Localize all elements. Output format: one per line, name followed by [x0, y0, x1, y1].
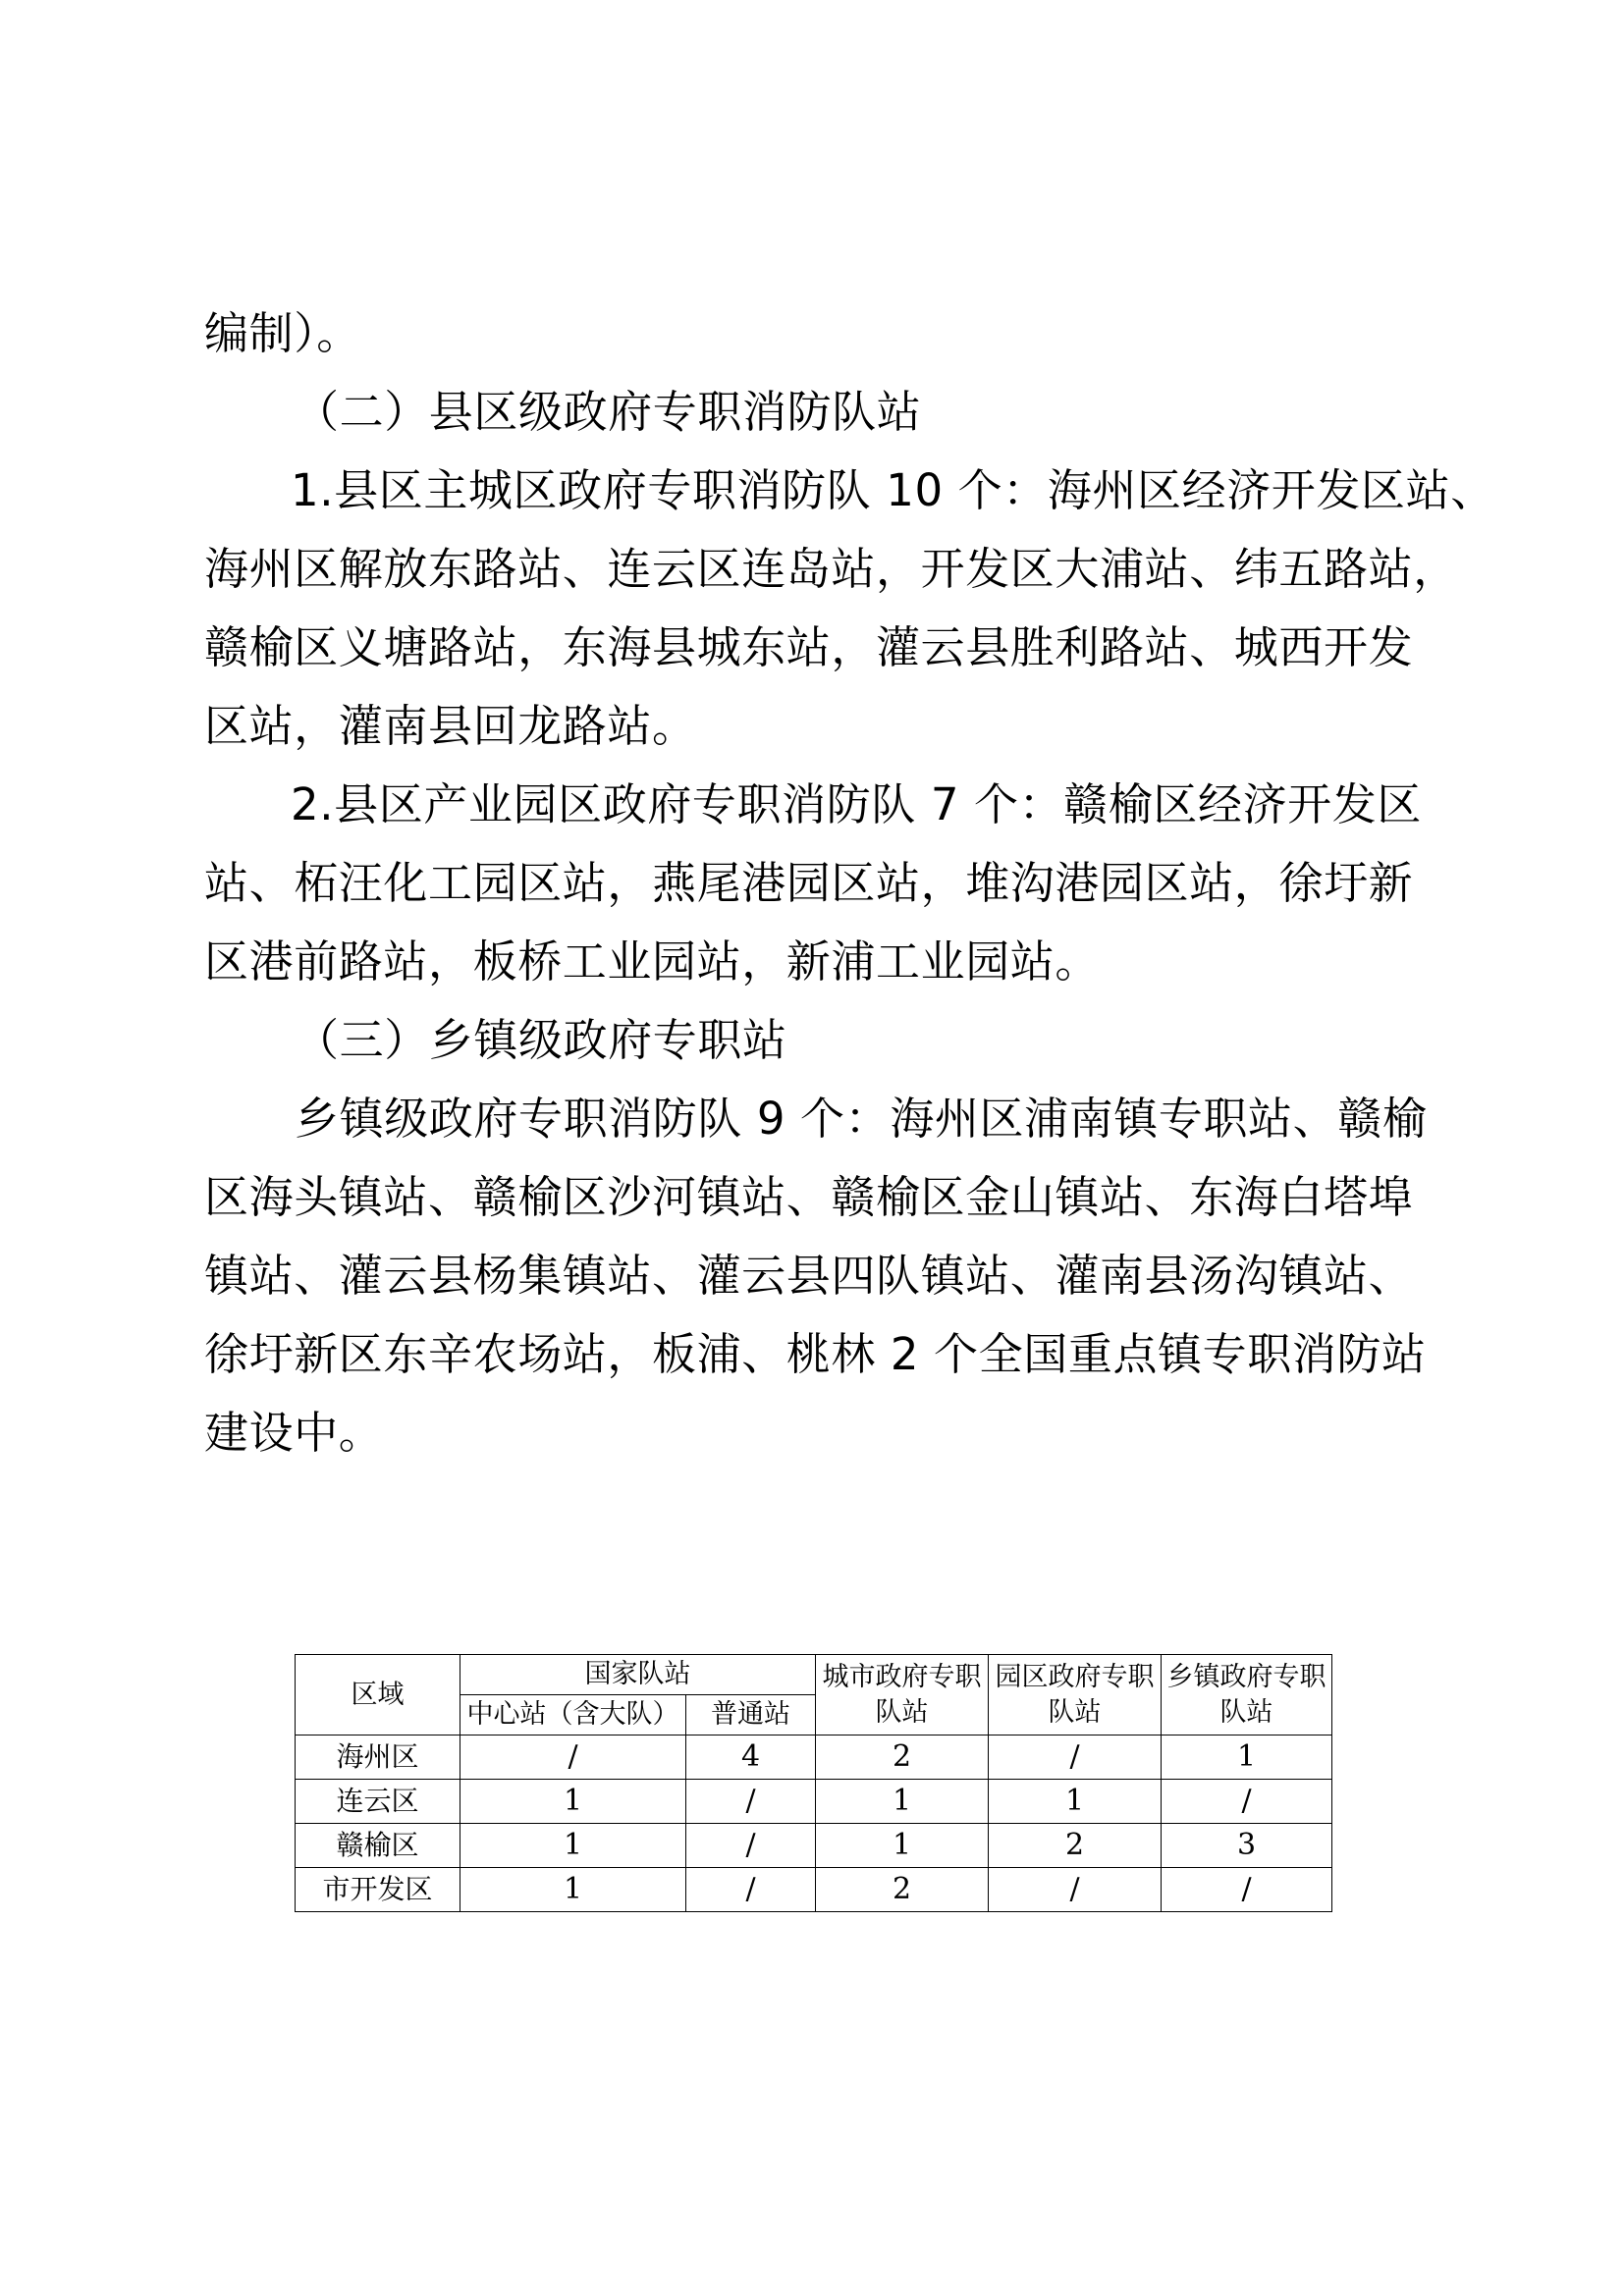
text-line: 区站，灌南县回龙路站。 [204, 700, 697, 752]
cell-township-gov: 3 [1162, 1824, 1332, 1868]
header-park-gov: 园区政府专职队站 [989, 1655, 1162, 1735]
table-row [296, 1780, 1332, 1824]
cell-center-station: 1 [460, 1824, 686, 1868]
heading-section-three [204, 1001, 1422, 1080]
paragraph-item-1 [204, 452, 1495, 766]
cell-region: 市开发区 [296, 1868, 460, 1912]
header-center-station: 中心站（含大队） [460, 1695, 686, 1735]
header-township-gov: 乡镇政府专职队站 [1162, 1655, 1332, 1735]
table-container [295, 1654, 1331, 1912]
cell-city-gov: 1 [816, 1780, 989, 1824]
cell-center-station: 1 [460, 1868, 686, 1912]
cell-township-gov: / [1162, 1868, 1332, 1912]
cell-region: 赣榆区 [296, 1824, 460, 1868]
cell-normal-station: 4 [686, 1735, 816, 1780]
table-row [296, 1735, 1332, 1780]
text-line: 区港前路站，板桥工业园站，新浦工业园站。 [204, 935, 1101, 988]
cell-city-gov: 1 [816, 1824, 989, 1868]
text-line: 海州区解放东路站、连云区连岛站，开发区大浦站、纬五路站， [204, 543, 1458, 595]
cell-normal-station: / [686, 1824, 816, 1868]
cell-park-gov: / [989, 1735, 1162, 1780]
paragraph-bianzhi [204, 294, 1422, 373]
cell-park-gov: / [989, 1868, 1162, 1912]
document-body [204, 294, 1495, 1472]
cell-township-gov: / [1162, 1780, 1332, 1824]
cell-center-station: / [460, 1735, 686, 1780]
table-header-row-1 [296, 1655, 1332, 1695]
cell-park-gov: 2 [989, 1824, 1162, 1868]
text-line: 徐圩新区东辛农场站，板浦、桃林 2 个全国重点镇专职消防站 [204, 1328, 1427, 1380]
text-line: 编制）。 [204, 307, 361, 359]
table-row [296, 1824, 1332, 1868]
table-row [296, 1868, 1332, 1912]
text-line: 赣榆区义塘路站，东海县城东站，灌云县胜利路站、城西开发 [204, 621, 1414, 673]
cell-region: 海州区 [296, 1735, 460, 1780]
fire-station-statistics-table [295, 1654, 1332, 1912]
header-national-group: 国家队站 [460, 1655, 816, 1695]
cell-city-gov: 2 [816, 1868, 989, 1912]
cell-center-station: 1 [460, 1780, 686, 1824]
cell-region: 连云区 [296, 1780, 460, 1824]
cell-park-gov: 1 [989, 1780, 1162, 1824]
text-line: （二）县区级政府专职消防队站 [295, 386, 922, 438]
text-line: 乡镇级政府专职消防队 9 个：海州区浦南镇专职站、赣榆 [295, 1093, 1428, 1145]
cell-normal-station: / [686, 1780, 816, 1824]
text-line: （三）乡镇级政府专职站 [295, 1014, 787, 1066]
text-line: 建设中。 [204, 1407, 384, 1459]
header-city-gov: 城市政府专职队站 [816, 1655, 989, 1735]
heading-section-two [204, 373, 1422, 452]
text-line: 2.县区产业园区政府专职消防队 7 个：赣榆区经济开发区 [291, 778, 1422, 830]
text-line: 区海头镇站、赣榆区沙河镇站、赣榆区金山镇站、东海白塔埠 [204, 1171, 1414, 1223]
text-line: 镇站、灌云县杨集镇站、灌云县四队镇站、灌南县汤沟镇站、 [204, 1250, 1414, 1302]
cell-city-gov: 2 [816, 1735, 989, 1780]
text-line: 1.县区主城区政府专职消防队 10 个：海州区经济开发区站、 [291, 464, 1495, 516]
paragraph-item-3 [204, 1080, 1428, 1472]
cell-normal-station: / [686, 1868, 816, 1912]
cell-township-gov: 1 [1162, 1735, 1332, 1780]
paragraph-item-2 [204, 766, 1422, 1001]
header-region: 区域 [296, 1655, 460, 1735]
text-line: 站、柘汪化工园区站，燕尾港园区站，堆沟港园区站，徐圩新 [204, 857, 1414, 909]
header-normal-station: 普通站 [686, 1695, 816, 1735]
